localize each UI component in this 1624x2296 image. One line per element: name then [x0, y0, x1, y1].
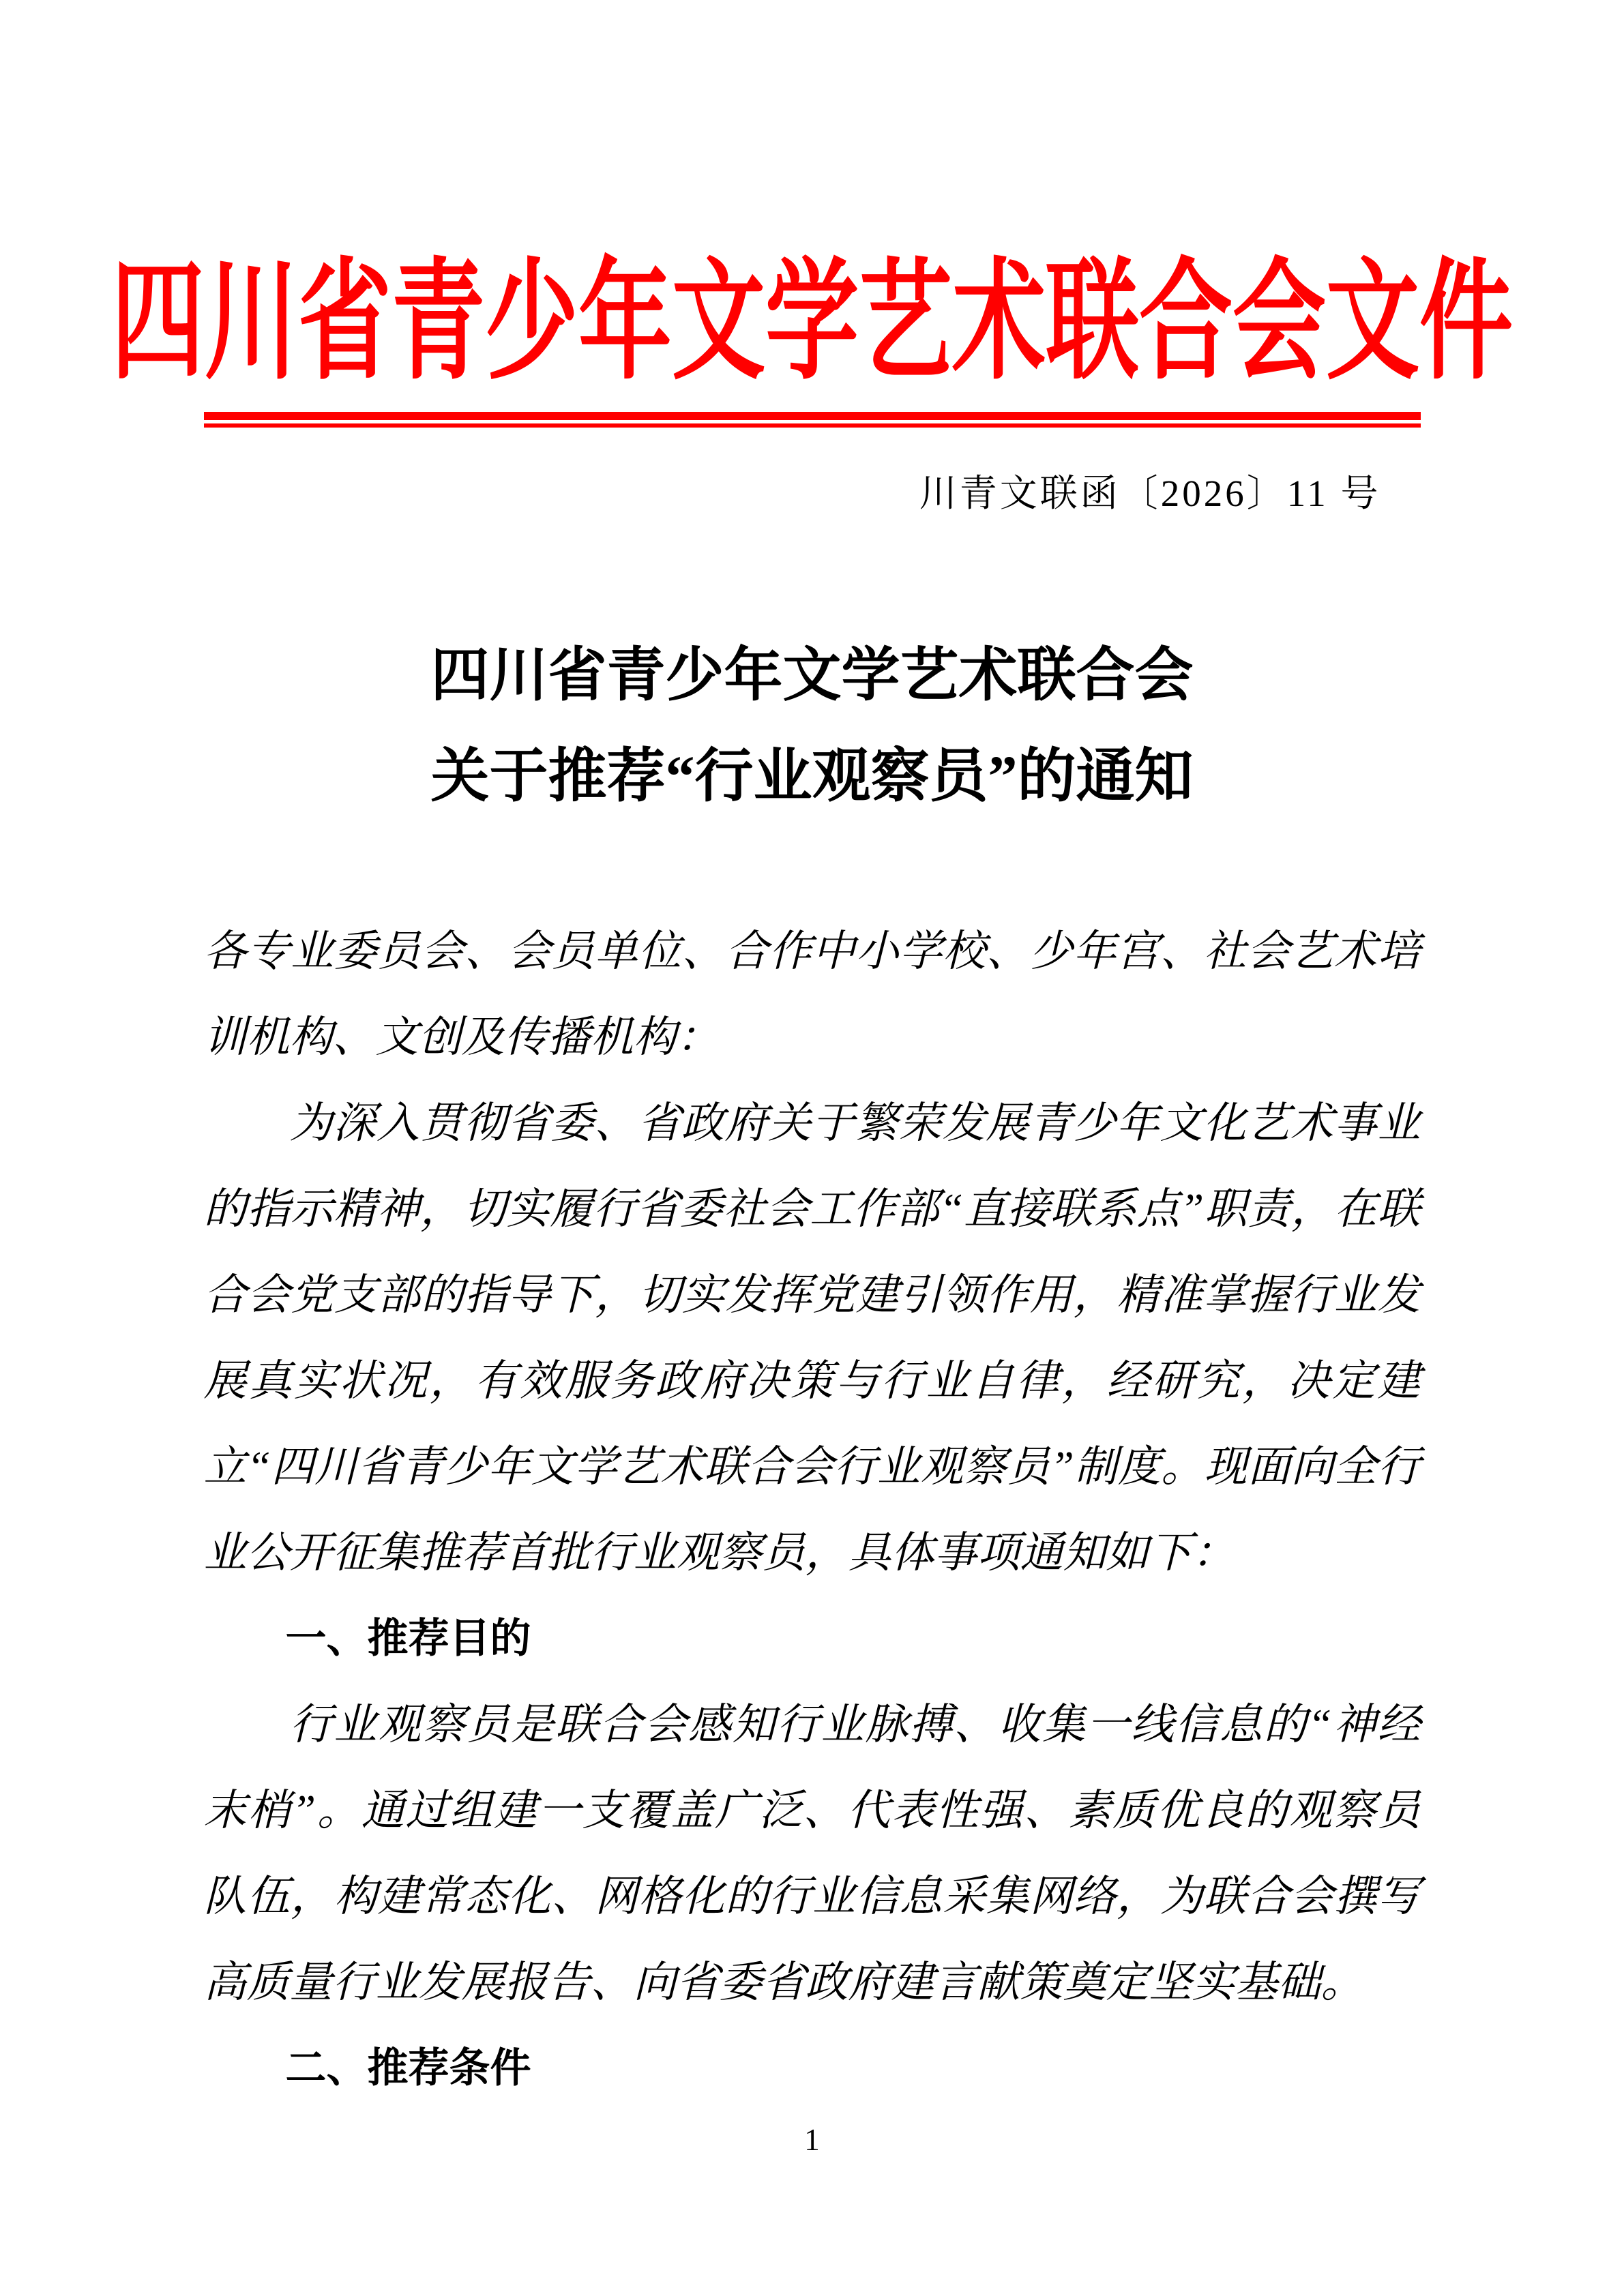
notice-title-line2: 关于推荐“行业观察员”的通知: [430, 743, 1194, 809]
notice-title-line1: 四川省青少年文学艺术联合会: [430, 642, 1194, 708]
notice-title: [204, 625, 1421, 826]
page-number: 1: [804, 2123, 820, 2157]
red-divider-line: [204, 412, 1421, 428]
section-heading-1: 一、推荐目的: [285, 1615, 531, 1661]
red-banner-header: [111, 225, 1514, 396]
banner-title: 四川省青少年文学艺术联合会文件: [111, 250, 1514, 395]
paragraph-purpose: 行业观察员是联合会感知行业脉搏、收集一线信息的“神经末梢”。通过组建一支覆盖广泛、代表性强、素质优良的观察员队伍，构建常态化、网格化的行业信息采集网络，为联合会撰写高质量行业发展报告、向省委省政府建言献策奠定坚实基础。: [203, 1701, 1421, 2006]
notice-body: [204, 908, 1421, 2111]
section-heading-2: 二、推荐条件: [285, 2045, 531, 2091]
document-content: [111, 225, 1514, 2111]
paragraph-intro: 为深入贯彻省委、省政府关于繁荣发展青少年文化艺术事业的指示精神，切实履行省委社会工作部“直接联系点”职责，在联合会党支部的指导下，切实发挥党建引领作用，精准掌握行业发展真实状况，有效服务政府决策与行业自律，经研究，决定建立“四川省青少年文学艺术联合会行业观察员”制度。现面向全行业公开征集推荐首批行业观察员，具体事项通知如下：: [203, 1099, 1421, 1577]
salutation: 各专业委员会、会员单位、合作中小学校、少年宫、社会艺术培训机构、文创及传播机构：: [203, 927, 1421, 1061]
document-number: 川青文联函〔2026〕11 号: [919, 473, 1381, 514]
